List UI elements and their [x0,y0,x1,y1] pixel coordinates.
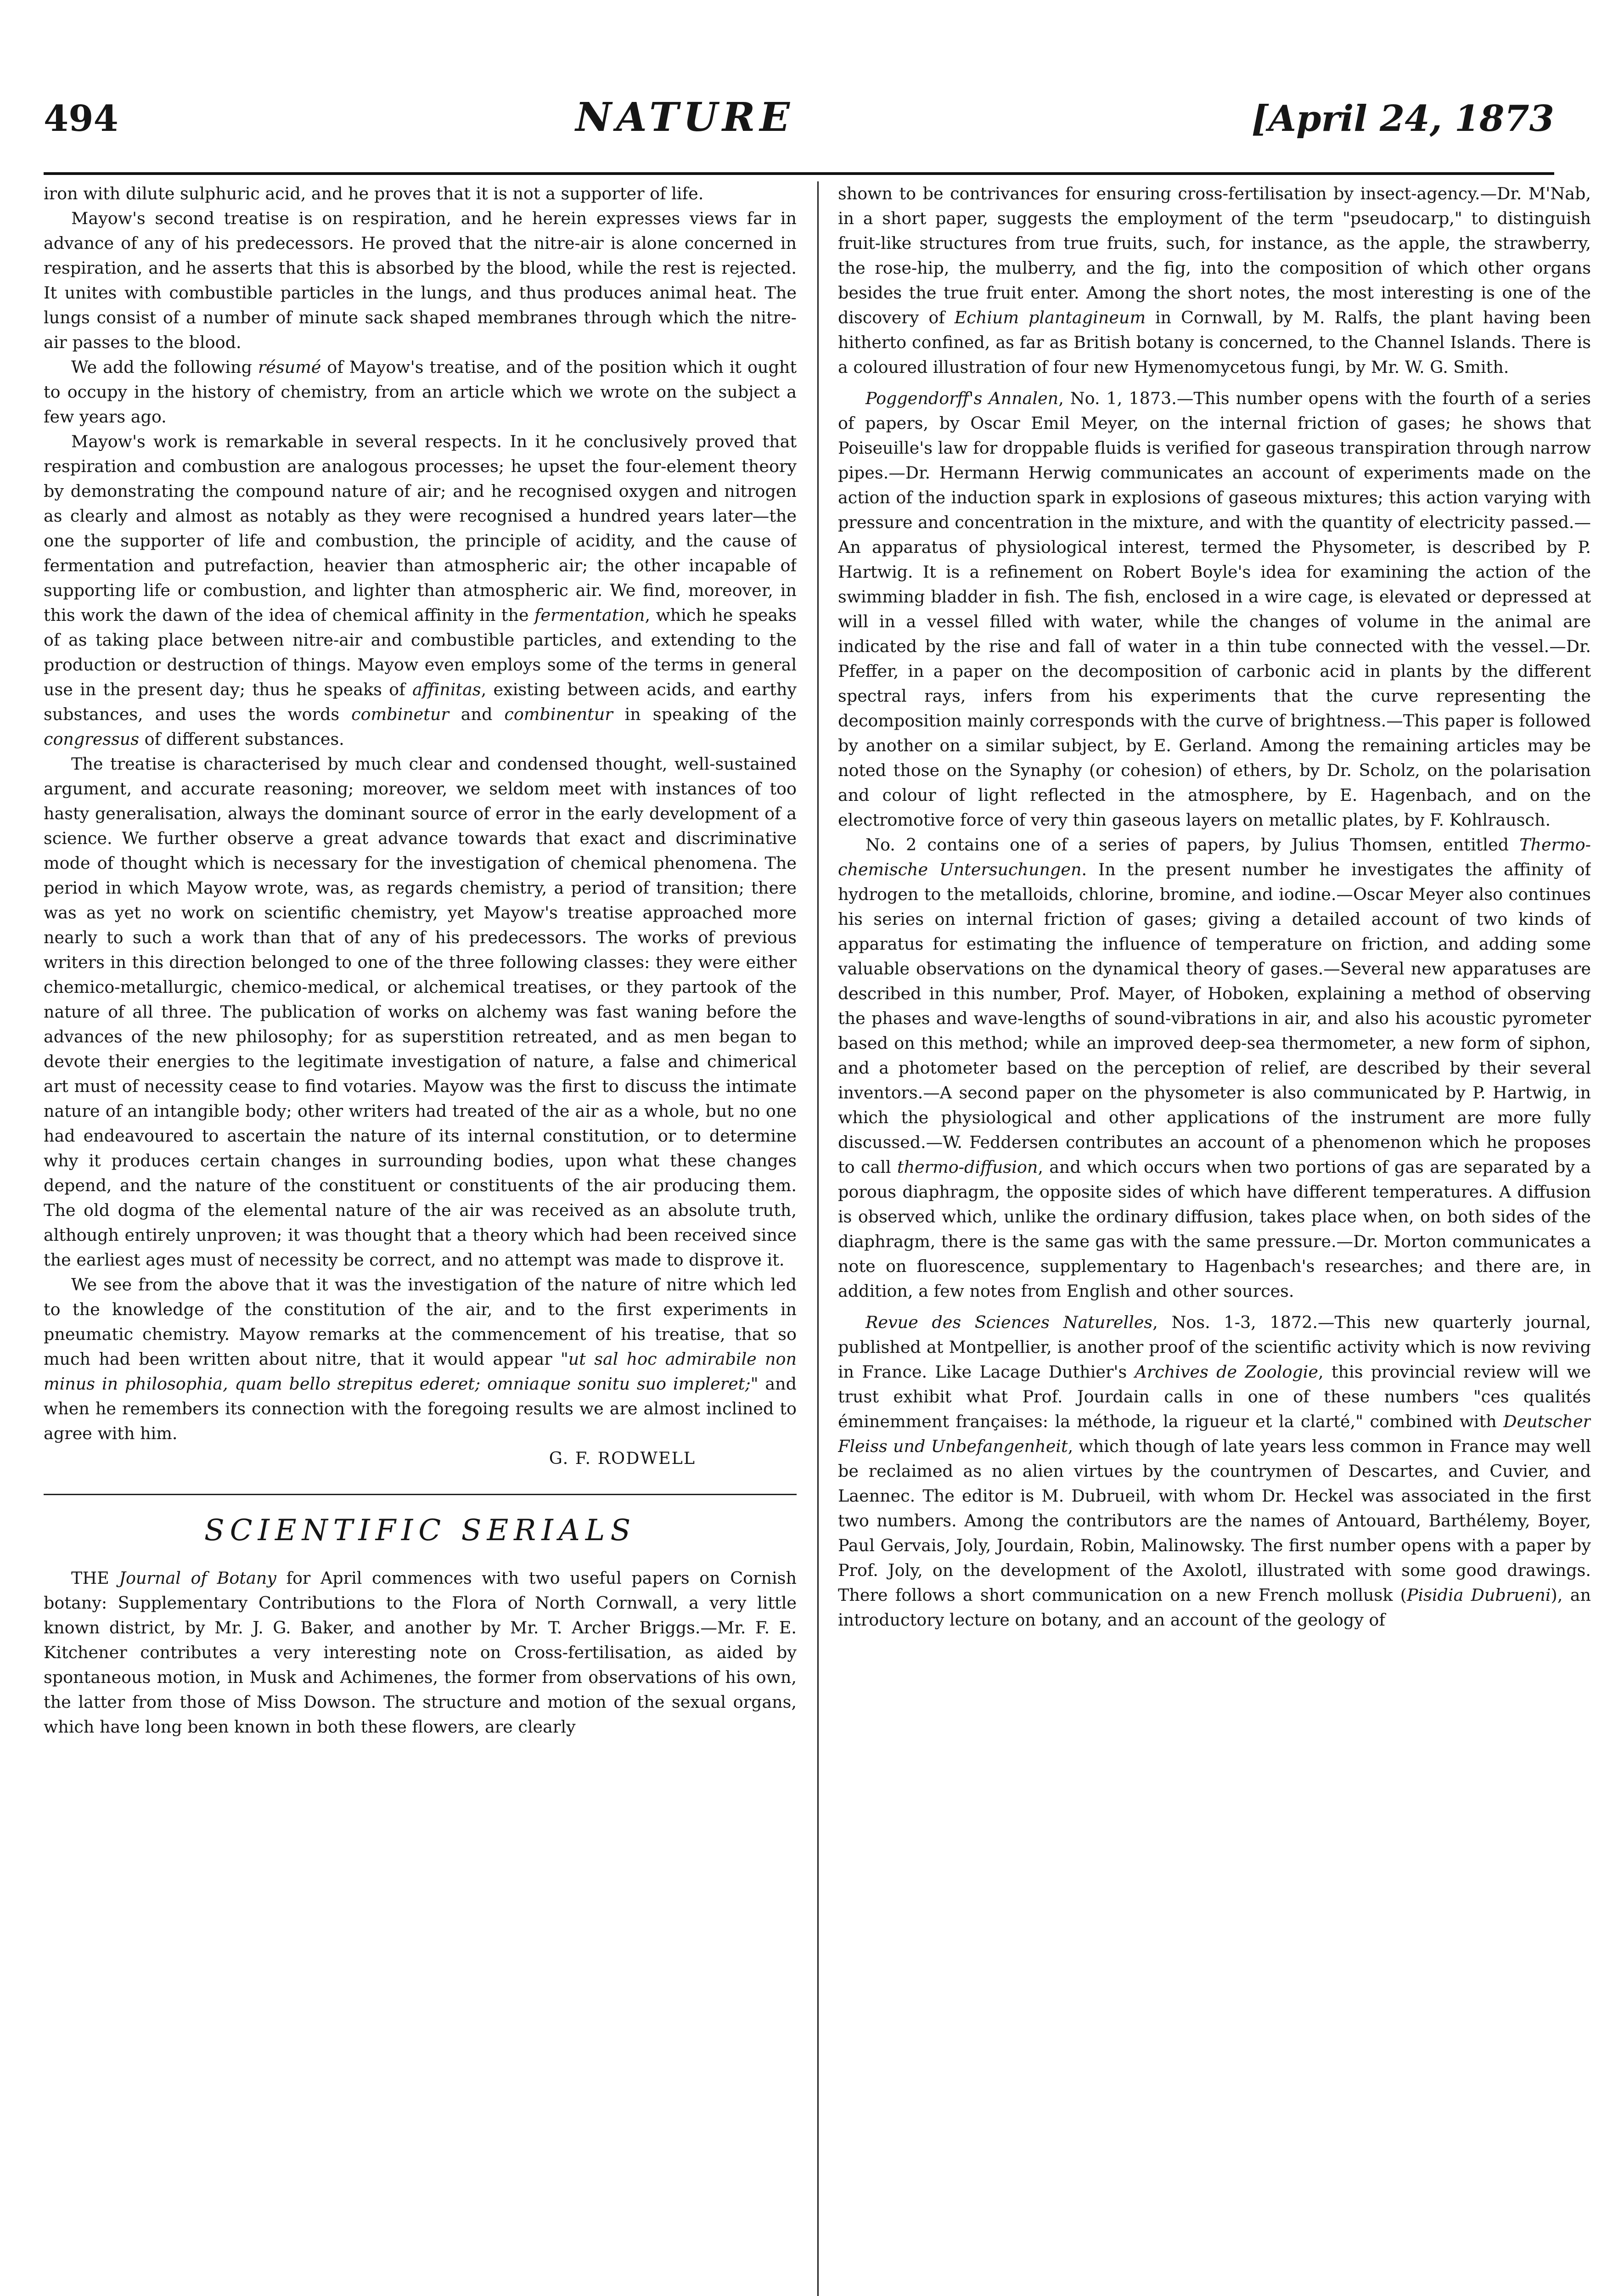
section-title: SCIENTIFIC SERIALS [204,1514,636,1548]
paragraph: Mayow's second treatise is on respiration, and he herein expresses views far in advance of any of his predecessors. He proved that the nitre-air is alone concerned in respiration, and he asserts that this is absorbed by the blood, while the rest is rejected. It unites with combustible particles in the lungs, and thus produces animal heat. The lungs consist of a number of minute sack shaped membranes through which the nitre-air passes to the blood. [44,208,797,352]
paragraph: shown to be contrivances for ensuring cross-fertilisation by insect-agency.—Dr. M'Nab, in a short paper, suggests the employment of the term "pseudocarp," to distinguish fruit-like structures from true fruits, such, for instance, as the apple, the strawberry, the rose-hip, the mulberry, and the fig, into the composition of which other organs besides the true fruit enter. Among the short notes, the most interesting is one of the discovery of Echium plantagineum in Cornwall, by M. Ralfs, the plant having been hitherto confined, as far as British botany is concerned, to the Channel Islands. There is a coloured illustration of four new Hymenomycetous fungi, by Mr. W. G. Smith. [838,184,1591,377]
page-header [44,94,1554,158]
paragraph: The treatise is characterised by much clear and condensed thought, well-sustained argument, and accurate reasoning; moreover, we seldom meet with instances of too hasty generalisation, always the dominant source of error in the early development of a science. We further observe a great advance towards that exact and discriminative mode of thought which is necessary for the investigation of chemical phenomena. The period in which Mayow wrote, was, as regards chemistry, a period of transition; there was as yet no work on scientific chemistry, yet Mayow's treatise approached more nearly to such a work than that of any of his predecessors. The works of previous writers in this direction belonged to one of the three following classes: they were either chemico-metallurgic, chemico-medical, or alchemical treatises, or they partook of the nature of all three. The publication of works on alchemy was fast waning before the advances of the new philosophy; for as superstition retreated, and as men began to devote their energies to the legitimate investigation of nature, a false and chimerical art must of necessity cease to find votaries. Mayow was the first to discuss the intimate nature of an intangible body; other writers had treated of the air as a whole, but no one had endeavoured to ascertain the nature of its internal constitution, or to determine why it produces certain changes in surrounding bodies, upon what these changes depend, and the nature of the constituent or constituents of the air producing them. The old dogma of the elemental nature of the air was received as an absolute truth, although entirely unproven; it was thought that a theory which had been received since the earliest ages must of necessity be correct, and no attempt was made to disprove it. [44,754,797,1270]
right-column [838,181,1591,2296]
section-rule [44,1494,797,1495]
paragraph: We add the following résumé of Mayow's treatise, and of the position which it ought to occupy in the history of chemistry, from an article which we wrote on the subject a few years ago. [44,357,797,427]
left-column [44,181,797,2296]
paragraph: We see from the above that it was the investigation of the nature of nitre which led to the knowledge of the constitution of the air, and to the first experiments in pneumatic chemistry. Mayow remarks at the commencement of his treatise, that so much had been written about nitre, that it would appear "ut sal hoc admirabile non minus in philosophia, quam bello strepitus ederet; omniaque sonitu suo impleret;" and when he remembers its connection with the foregoing results we are almost inclined to agree with him. [44,1275,797,1443]
paragraph: No. 2 contains one of a series of papers, by Julius Thomsen, entitled Thermo-chemische Untersuchungen. In the present number he investigates the affinity of hydrogen to the metalloids, chlorine, bromine, and iodine.—Oscar Meyer also continues his series on internal friction of gases; giving a detailed account of two kinds of apparatus for estimating the influence of temperature on friction, and adding some valuable observations on the dynamical theory of gases.—Several new apparatuses are described in this number, Prof. Mayer, of Hoboken, explaining a method of observing the phases and wave-lengths of sound-vibrations in air, and also his acoustic pyrometer based on this method; while an improved deep-sea thermometer, a new form of siphon, and a photometer based on the perception of relief, are described by their several inventors.—A second paper on the physometer is also communicated by P. Hartwig, in which the physiological and other applications of the instrument are more fully discussed.—W. Feddersen contributes an account of a phenomenon which he proposes to call thermo-diffusion, and which occurs when two portions of gas are separated by a porous diaphragm, the opposite sides of which have different temperatures. A diffusion is observed which, unlike the ordinary diffusion, takes place when, on both sides of the diaphragm, there is the same gas with the same pressure.—Dr. Morton communicates a note on fluorescence, supplementary to Hagenbach's researches; and there are, in addition, a few notes from English and other sources. [838,835,1591,1301]
page-number: 494 [44,98,118,140]
author-signature: G. F. RODWELL [549,1448,696,1468]
paragraph: Mayow's work is remarkable in several respects. In it he conclusively proved that respiration and combustion are analogous processes; he upset the four-element theory by demonstrating the compound nature of air; and he recognised oxygen and nitrogen as clearly and almost as notably as they were recognised a hundred years later—the one the supporter of life and combustion, the principle of acidity, and the cause of fermentation and putrefaction, heavier than atmospheric air; the other incapable of supporting life or combustion, and lighter than atmospheric air. We find, moreover, in this work the dawn of the idea of chemical affinity in the fermentation, which he speaks of as taking place between nitre-air and combustible particles, and extending to the production or destruction of things. Mayow even employs some of the terms in general use in the present day; thus he speaks of affinitas, existing between acids, and earthy substances, and uses the words combinetur and combinentur in speaking of the congressus of different substances. [44,432,797,749]
journal-title: NATURE [575,94,795,141]
paragraph: Poggendorff's Annalen, No. 1, 1873.—This number opens with the fourth of a series of papers, by Oscar Emil Meyer, on the internal friction of gases; he shows that Poiseuille's law for droppable fluids is verified for gaseous transpiration through narrow pipes.—Dr. Hermann Herwig communicates an account of experiments made on the action of the induction spark in explosions of gaseous mixtures; this action varying with pressure and concentration in the mixture, and with the quantity of electricity passed.—An apparatus of physiological interest, termed the Physometer, is described by P. Hartwig. It is a refinement on Robert Boyle's idea for examining the action of the swimming bladder in fish. The fish, enclosed in a wire cage, is elevated or depressed at will in a vessel filled with water, while the changes of volume in the animal are indicated by the rise and fall of water in a thin tube connected with the vessel.—Dr. Pfeffer, in a paper on the decomposition of carbonic acid in plants by the different spectral rays, infers from his experiments that the curve representing the decomposition mainly corresponds with the curve of brightness.—This paper is followed by another on a similar subject, by E. Gerland. Among the remaining articles may be noted those on the Synaphy (or cohesion) of ethers, by Dr. Scholz, on the polarisation and colour of light reflected in the atmosphere, by E. Hagenbach, and on the electromotive force of very thin gaseous layers on metallic plates, by F. Kohlrausch. [838,388,1591,830]
issue-date: [April 24, 1873 [1251,98,1554,140]
paragraph: Revue des Sciences Naturelles, Nos. 1-3, 1872.—This new quarterly journal, published at Montpellier, is another proof of the scientific activity which is now reviving in France. Like Lacage Duthier's Archives de Zoologie, this provincial review will we trust exhibit what Prof. Jourdain calls in one of these numbers "ces qualités éminemment françaises: la méthode, la rigueur et la clarté," combined with Deutscher Fleiss und Unbefangenheit, which though of late years less common in France may well be reclaimed as no alien virtues by the countrymen of Descartes, and Cuvier, and Laennec. The editor is M. Dubrueil, with whom Dr. Heckel was associated in the first two numbers. Among the contributors are the names of Antouard, Barthélemy, Boyer, Paul Gervais, Joly, Jourdain, Robin, Malinowsky. The first number opens with a paper by Prof. Joly, on the development of the Axolotl, illustrated with some good drawings. There follows a short communication on a new French mollusk (Pisidia Dubrueni), an introductory lecture on botany, and an account of the geology of [838,1312,1591,1630]
paragraph: THE Journal of Botany for April commences with two useful papers on Cornish botany: Supplementary Contributions to the Flora of North Cornwall, a very little known district, by Mr. J. G. Baker, and another by Mr. T. Archer Briggs.—Mr. F. E. Kitchener contributes a very interesting note on Cross-fertilisation, as aided by spontaneous motion, in Musk and Achimenes, the former from observations of his own, the latter from those of Miss Dowson. The structure and motion of the sexual organs, which have long been known in both these flowers, are clearly [44,1568,797,1737]
header-rule [44,172,1554,175]
column-divider [817,181,819,2296]
paragraph: iron with dilute sulphuric acid, and he proves that it is not a supporter of life. [44,184,704,203]
